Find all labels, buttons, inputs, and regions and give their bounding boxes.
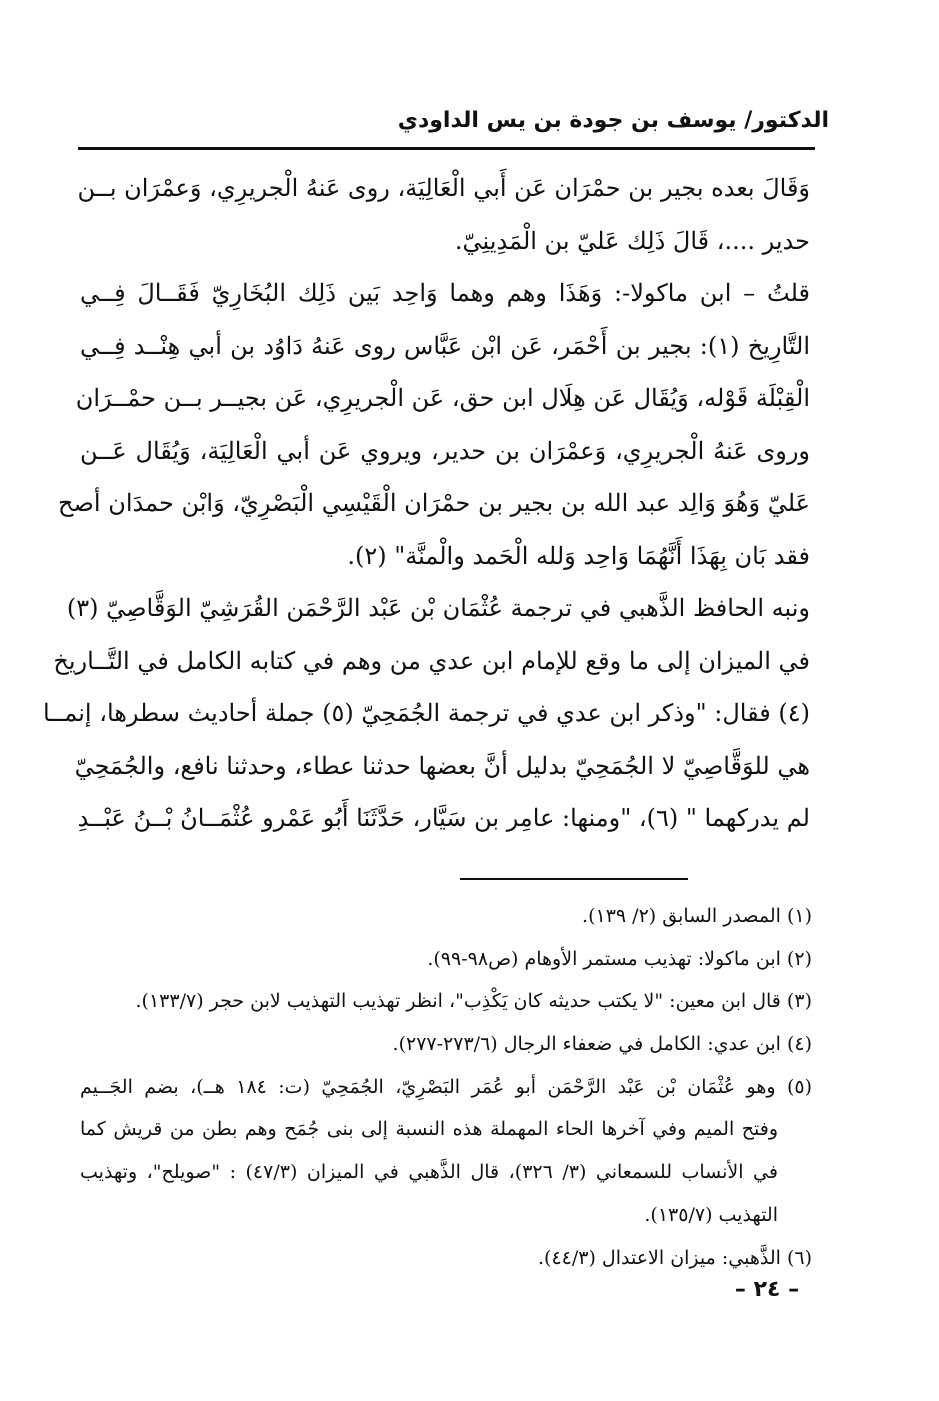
header-rule bbox=[78, 147, 815, 150]
footnote-5-continuation: وفتح الميم وفي آخرها الحاء المهملة هذه النسبة إلى بنى جُمَح وهم بطن من قريش كما bbox=[80, 1118, 778, 1141]
footnotes-block bbox=[80, 895, 812, 1279]
body-line: هي للوَقَّاصِيّ لا الجُمَحِيّ بدليل أنَّ بعضها حدثنا عطاء، وحدثنا نافع، والجُمَحِيّ bbox=[74, 751, 810, 780]
footnote-5-continuation: في الأنساب للسمعاني (٣/ ٣٢٦)، قال الذَّهبي في الميزان (٤٧/٣) : "صويلح"، وتهذيب bbox=[80, 1161, 778, 1184]
footnote-5: (٥) وهو عُثْمَان بْن عَبْد الرَّحْمَن أبو عُمَر البَصْرِيّ، الجُمَحِيّ (ت: ١٨٤ هــ)، بضم الجَــيم bbox=[80, 1075, 813, 1098]
page-number: – ٢٤ – bbox=[734, 1277, 800, 1302]
body-line: وروى عَنهُ الْجريرِي، وَعمْرَان بن حدير، ويروي عَن أبي الْعَالِيَة، وَيُقَال عَــن bbox=[80, 436, 810, 465]
body-line: التَّارِيخ (١): بجير بن أَحْمَر، عَن ابْن عَبَّاس روى عَنهُ دَاوُد بن أبي هِنْــد فِــي bbox=[80, 331, 810, 360]
body-line: فقد بَان بِهَذَا أَنَّهُمَا وَاحِد وَلله الْحَمد والْمنَّة" (٢). bbox=[347, 541, 810, 570]
body-line: الْقِبْلَة قَوْله، وَيُقَال عَن هِلَال ابن حق، عَن الْجريرِي، عَن بجيــر بــن حمْــرَان bbox=[75, 384, 810, 412]
body-line: في الميزان إلى ما وقع للإمام ابن عدي من وهم في كتابه الكامل في التَّــاريخ bbox=[53, 646, 810, 675]
body-line: وَقَالَ بعده بجير بن حمْرَان عَن أَبي الْعَالِيَة، روى عَنهُ الْجريرِي، وَعمْرَان بــن bbox=[77, 174, 810, 202]
footnote-4: (٤) ابن عدي: الكامل في ضعفاء الرجال (٢٧٣/٦-٢٧٧). bbox=[392, 1033, 812, 1056]
footnote-2: (٢) ابن ماكولا: تهذيب مستمر الأوهام (ص٩٨-٩٩). bbox=[427, 947, 812, 970]
footnote-3: (٣) قال ابن معين: "لا يكتب حديثه كان يَكْذِب"، انظر تهذيب التهذيب لابن حجر (١٣٣/٧). bbox=[135, 990, 812, 1013]
running-header-author: الدكتور/ يوسف بن جودة بن يس الداودي bbox=[397, 108, 829, 133]
main-text-block bbox=[42, 162, 810, 845]
body-line: قلتُ – ابن ماكولا-: وَهَذَا وهم وهما وَاحِد بَين ذَلِك البُخَارِيّ فَقَــالَ فِــي bbox=[80, 279, 810, 307]
body-line: (٤) فقال: "وذكر ابن عدي في ترجمة الجُمَحِيّ (٥) جملة أحاديث سطرها، إنمــا bbox=[42, 699, 810, 727]
footnote-5-continuation: التهذيب (١٣٥/٧). bbox=[644, 1203, 778, 1226]
footnote-separator bbox=[460, 878, 688, 880]
body-line: لم يدركهما " (٦)، "ومنها: عامِر بن سَيَّار، حَدَّثَنَا أَبُو عَمْرو عُثْمَــانُ بْــنُ عَبْــدِ bbox=[77, 804, 810, 832]
body-line: حدير ....، قَالَ ذَلِك عَليّ بن الْمَدِينِيّ. bbox=[454, 226, 810, 255]
body-line: ونبه الحافظ الذَّهبي في ترجمة عُثْمَان بْن عَبْد الرَّحْمَن القُرَشِيّ الوَقَّاصِيّ (٣) bbox=[66, 594, 810, 622]
footnote-1: (١) المصدر السابق (٢/ ١٣٩). bbox=[582, 905, 812, 927]
footnote-6: (٦) الذَّهبي: ميزان الاعتدال (٤٤/٣). bbox=[537, 1246, 812, 1269]
body-line: عَليّ وَهُوَ وَالِد عبد الله بن بجير بن حمْرَان الْقَيْسِي الْبَصْرِيّ، وَابْن حمدَان أصح bbox=[58, 489, 810, 517]
